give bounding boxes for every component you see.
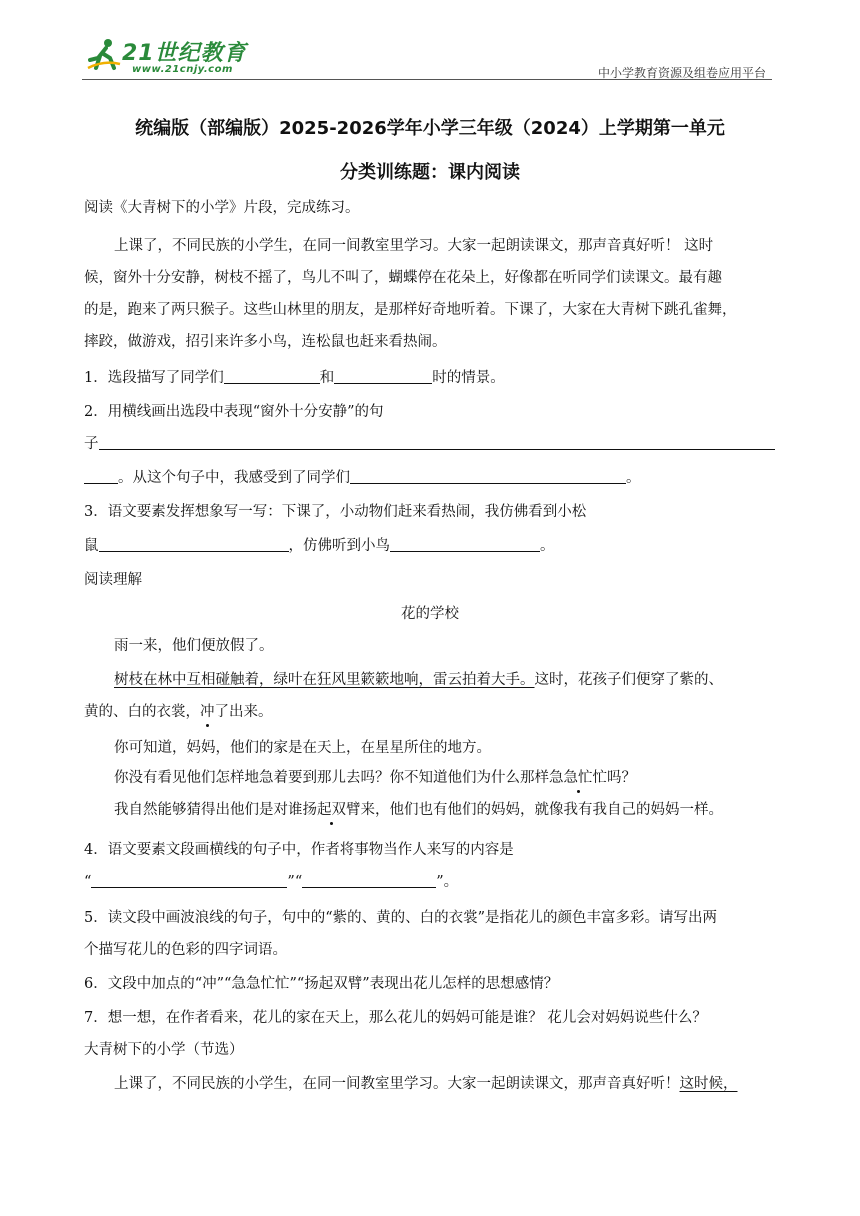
section3-label: 大青树下的小学（节选） [84,1042,244,1058]
answer-blank[interactable] [390,536,540,552]
poem-line: 你没有看见他们怎样地急着要到那儿去吗？你不知道他们为什么那样急急忙忙吗？ [114,770,636,786]
poem-line: 黄的、白的衣裳，冲了出来。 [84,704,273,720]
poem-line: 雨一来，他们便放假了。 [114,638,274,654]
header-divider [82,79,772,80]
underlined-sentence: 树枝在林中互相碰触着，绿叶在狂风里簌簌地响，雷云拍着大手。 [114,672,535,688]
answer-blank[interactable] [350,468,626,484]
answer-blank[interactable] [91,872,287,888]
question-2: 2．用横线画出选段中表现“窗外十分安静”的句 [84,404,384,420]
poem-line: 我自然能够猜得出他们是对谁扬起双臂来，他们也有他们的妈妈，就像我有我自己的妈妈一样。 [114,802,723,818]
answer-blank[interactable] [84,468,118,484]
passage-line: 的是，跑来了两只猴子。这些山林里的朋友，是那样好奇地听着。下课了，大家在大青树下跳孔雀舞， [84,302,737,318]
answer-blank[interactable] [334,368,432,384]
underlined-sentence: 这时候， [679,1076,738,1092]
question-2-line: 子 [84,434,775,454]
poem-line: 你可知道，妈妈，他们的家是在天上，在星星所住的地方。 [114,740,491,756]
poem-title: 花的学校 [401,606,459,622]
passage-line: 摔跤，做游戏，招引来许多小鸟，连松鼠也赶来看热闹。 [84,334,447,350]
answer-blank[interactable] [302,872,436,888]
answer-blank[interactable] [99,434,775,450]
dotted-word: 急急忙忙 [549,770,607,786]
question-6: 6．文段中加点的“冲”“急急忙忙”“扬起双臂”表现出花儿怎样的思想感情？ [84,976,559,992]
passage-line: 上课了，不同民族的小学生，在同一间教室里学习。大家一起朗读课文，那声音真好听！ 这时 [114,238,714,254]
question-4-line: “ ”“ ”。 [84,874,459,890]
question-5-line: 个描写花儿的色彩的四字词语。 [84,942,287,958]
passage-line: 候，窗外十分安静，树枝不摇了，鸟儿不叫了，蝴蝶停在花朵上，好像都在听同学们读课文。最有趣 [84,270,722,286]
dotted-word: 冲 [200,704,215,720]
poem-line: 树枝在林中互相碰触着，绿叶在狂风里簌簌地响，雷云拍着大手。这时，花孩子们便穿了紫的、 [114,672,723,688]
question-7: 7．想一想，在作者看来，花儿的家在天上，那么花儿的妈妈可能是谁？ 花儿会对妈妈说些什么？ [84,1010,707,1026]
answer-blank[interactable] [224,368,320,384]
page-subtitle: 分类训练题：课内阅读 [340,162,520,183]
logo [82,36,262,80]
section1-intro: 阅读《大青树下的小学》片段，完成练习。 [84,200,360,216]
question-1: 1．选段描写了同学们 和 时的情景。 [84,370,505,386]
section2-label: 阅读理解 [84,572,142,588]
question-4: 4．语文要素文段画横线的句子中，作者将事物当作人来写的内容是 [84,842,514,858]
question-5: 5．读文段中画波浪线的句子，句中的“紫的、黄的、白的衣裳”是指花儿的颜色丰富多彩。请写出两 [84,910,718,926]
page-title: 统编版（部编版）2025-2026学年小学三年级（2024）上学期第一单元 [135,118,725,139]
logo-url: www.21cnjy.com [132,64,233,75]
page-header [82,36,772,80]
passage-line: 上课了，不同民族的小学生，在同一间教室里学习。大家一起朗读课文，那声音真好听！这时候， [114,1076,738,1092]
runner-icon [86,38,122,72]
platform-name: 中小学教育资源及组卷应用平台 [597,66,766,80]
dotted-word: 扬起双臂 [302,802,361,818]
question-3: 3．语文要素发挥想象写一写：下课了，小动物们赶来看热闹，我仿佛看到小松 [84,504,587,520]
question-3-line: 鼠 ，仿佛听到小鸟 。 [84,538,555,554]
question-2-line: 。从这个句子中，我感受到了同学们 。 [84,468,641,488]
answer-blank[interactable] [99,536,289,552]
logo-text: 21世纪教育 [122,41,247,66]
